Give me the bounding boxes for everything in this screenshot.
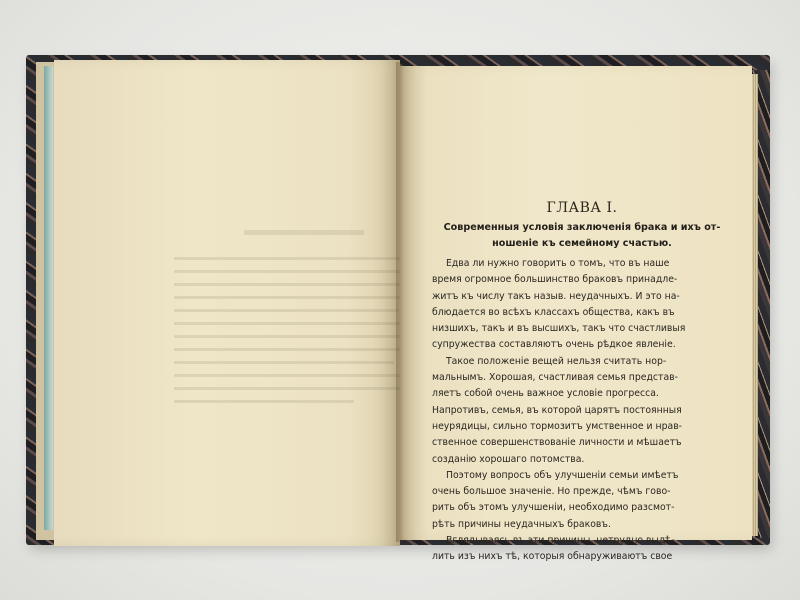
body-line: низшихъ, такъ и въ высшихъ, такъ что счастливыя [432,323,686,335]
body-line: ляетъ собой очень важное условіе прогресса. [432,388,659,400]
left-page [54,60,400,546]
body-line: рить объ этомъ улучшеніи, необходимо разсмот- [432,502,675,514]
body-line: супружества составляютъ очень рѣдкое явленіе. [432,339,676,351]
body-line: рѣть причины неудачныхъ браковъ. [432,518,611,530]
body-line: Поэтому вопросъ объ улучшеніи семьи имѣетъ [446,469,679,481]
bleed-through-text [174,230,434,470]
body-line: неурядицы, сильно тормозитъ умственное и нрав- [432,420,683,432]
book-gutter [396,62,404,542]
page-stack-right [752,74,758,536]
body-line: мальнымъ. Хорошая, счастливая семья представ- [432,372,678,384]
body-line: ственное совершенствованіе личности и мѣшаетъ [432,437,682,449]
blue-page-edge [44,66,53,530]
subtitle-line: ношеніе къ семейному счастью. [492,238,672,249]
body-line: время огромное большинство браковъ принадле- [432,274,678,286]
chapter-heading: ГЛАВА I. [546,200,618,216]
subtitle-line: Современныя условія заключенія брака и ихъ от- [443,222,721,233]
body-line: лить изъ нихъ тѣ, которыя обнаруживаютъ свое [432,551,673,563]
body-line: житъ къ числу такъ назыв. неудачныхъ. И это на- [432,290,680,302]
body-line: Напротивъ, семья, въ которой царятъ постоянныя [432,404,682,416]
page-text [432,200,732,566]
chapter-subtitle [432,220,732,252]
body-line: созданію хорошаго потомства. [432,453,585,465]
body-line: Едва ли нужно говорить о томъ, что въ наше [446,258,670,269]
body-line: очень большое значеніе. Но прежде, чѣмъ гово- [432,486,671,498]
body-line: Такое положеніе вещей нельзя считать нор- [446,355,667,367]
body-line: Вглядываясь въ эти причины, нетрудно выдѣ- [446,535,675,547]
body-text [432,256,732,566]
body-line: блюдается во всѣхъ классахъ общества, какъ въ [432,306,675,318]
